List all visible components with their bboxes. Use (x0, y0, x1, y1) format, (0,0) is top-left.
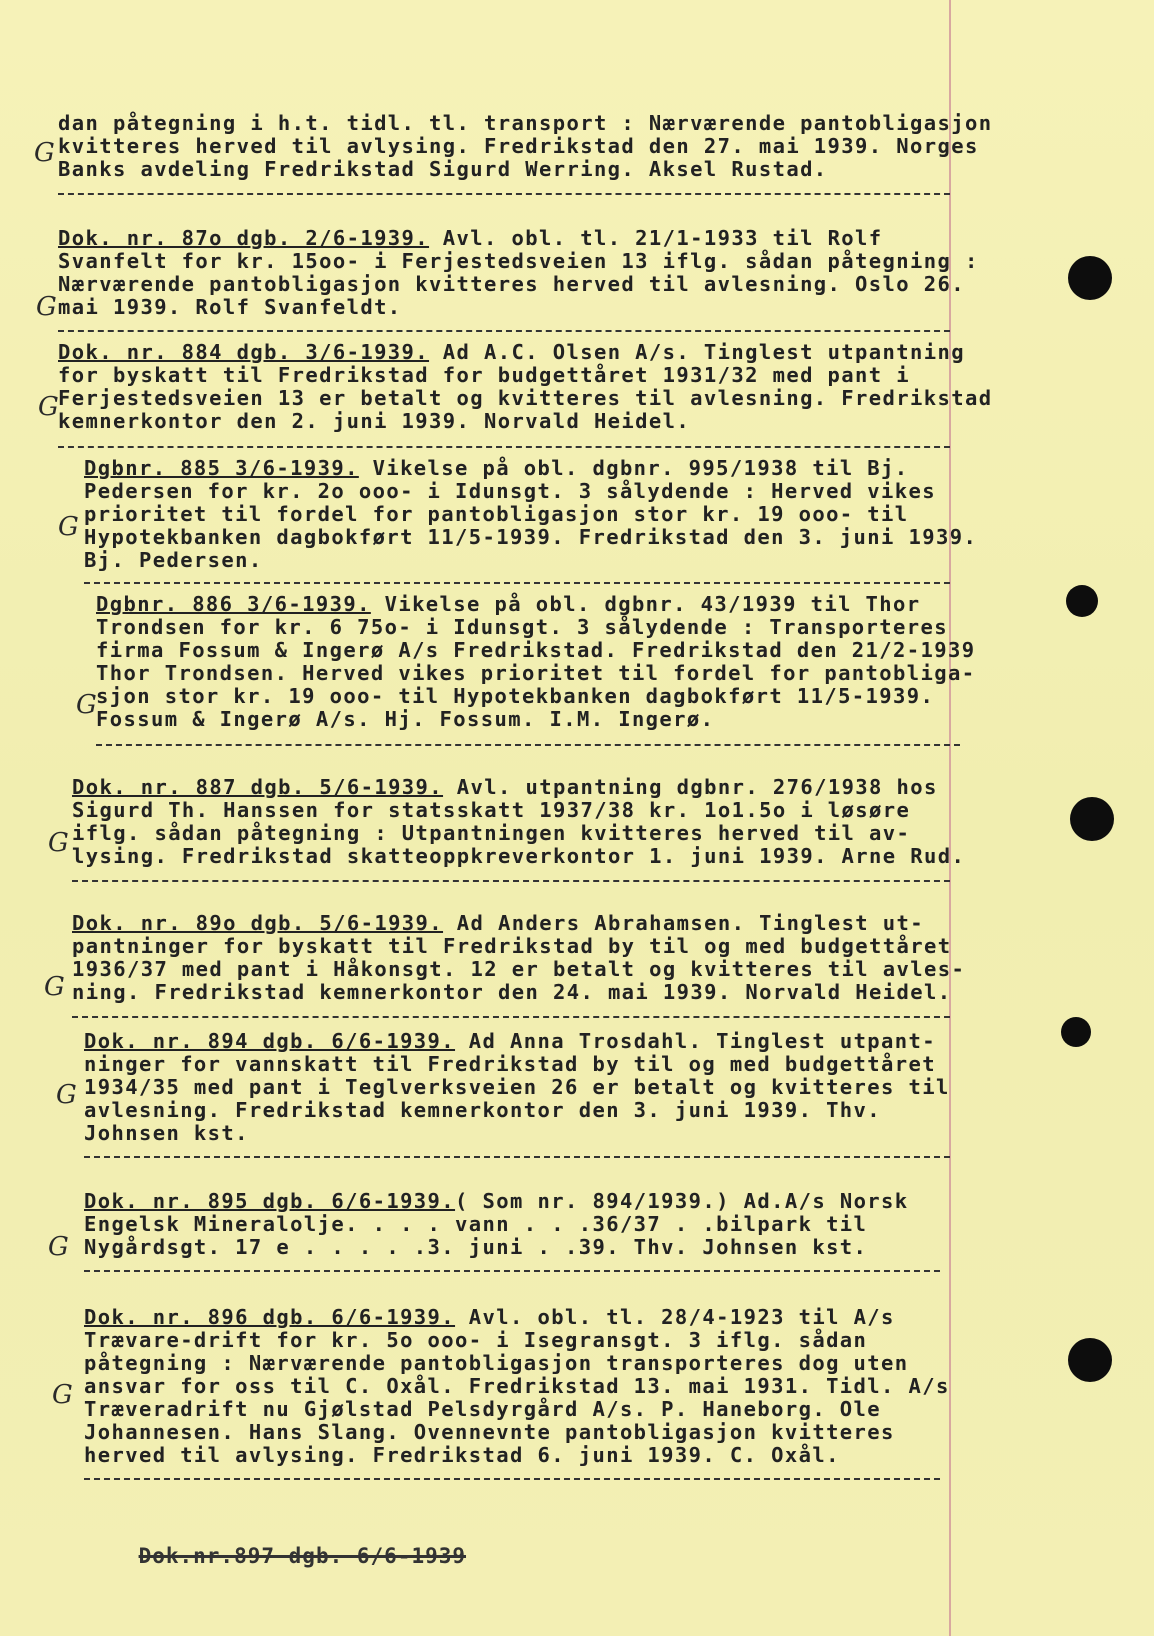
entry-heading-row (58, 227, 883, 250)
entry-heading: Dgbnr. 885 3/6-1939. (84, 456, 359, 480)
text-span: Ad A.C. Olsen A/s. Tinglest utpantning (429, 340, 965, 364)
text-line: Trævare-drift for kr. 5o ooo- i Isegransgt. 3 iflg. sådan (84, 1328, 868, 1352)
text-line: kvitteres herved til avlysing. Fredrikstad den 27. mai 1939. Norges (58, 134, 979, 158)
text-line: Banks avdeling Fredrikstad Sigurd Werring. Aksel Rustad. (58, 157, 828, 181)
margin-mark: G (58, 512, 79, 542)
divider (84, 582, 950, 584)
entry-heading-row (72, 912, 924, 935)
text-span: Vikelse på obl. dgbnr. 43/1939 til Thor (370, 592, 921, 616)
text-line: 1934/35 med pant i Teglverksveien 26 er betalt og kvitteres til (84, 1075, 950, 1099)
text-line: Ferjestedsveien 13 er betalt og kvitteres til avlesning. Fredrikstad (58, 386, 993, 410)
text-line: iflg. sådan påtegning : Utpantningen kvitteres herved til av- (72, 821, 911, 845)
text-line: Johannesen. Hans Slang. Ovennevnte pantobligasjon kvitteres (84, 1420, 895, 1444)
text-line: avlesning. Fredrikstad kemnerkontor den 3. juni 1939. Thv. (84, 1098, 882, 1122)
text-line: Engelsk Mineralolje. . . . vann . . .36/37 . .bilpark til (84, 1212, 868, 1236)
text-line: herved til avlysing. Fredrikstad 6. juni 1939. C. Oxål. (84, 1443, 840, 1467)
text-line: Nygårdsgt. 17 e . . . . .3. juni . .39. Thv. Johnsen kst. (84, 1235, 868, 1259)
entry-heading-row (84, 1190, 909, 1213)
text-line: ansvar for oss til C. Oxål. Fredrikstad 13. mai 1931. Tidl. A/s (84, 1374, 950, 1398)
divider (84, 1156, 950, 1158)
divider (72, 880, 950, 882)
entry-heading: Dok. nr. 87o dgb. 2/6-1939. (58, 226, 430, 250)
punch-hole (1068, 1338, 1112, 1382)
text-line: Thor Trondsen. Herved vikes prioritet til fordel for pantobliga- (96, 661, 976, 685)
divider (58, 446, 950, 448)
text-span: Avl. utpantning dgbnr. 276/1938 hos (443, 775, 938, 799)
struck-entry (84, 1520, 466, 1592)
text-line: dan påtegning i h.t. tidl. tl. transport : Nærværende pantobligasjon (58, 111, 993, 135)
text-line: 1936/37 med pant i Håkonsgt. 12 er betalt og kvitteres til avles- (72, 957, 966, 981)
margin-mark: G (52, 1380, 73, 1410)
divider (84, 1478, 940, 1480)
text-line: ninger for vannskatt til Fredrikstad by til og med budgettåret (84, 1052, 937, 1076)
text-line: Trondsen for kr. 6 75o- i Idunsgt. 3 sålydende : Transporteres (96, 615, 949, 639)
text-line: Træveradrift nu Gjølstad Pelsdyrgård A/s. P. Haneborg. Ole (84, 1397, 882, 1421)
divider (58, 330, 950, 332)
text-line: kemnerkontor den 2. juni 1939. Norvald Heidel. (58, 409, 691, 433)
text-line: mai 1939. Rolf Svanfeldt. (58, 295, 402, 319)
entry-heading: Dok. nr. 884 dgb. 3/6-1939. (58, 340, 430, 364)
margin-mark: G (38, 392, 59, 422)
divider (72, 1016, 950, 1018)
entry-heading: Dok. nr. 894 dgb. 6/6-1939. (84, 1029, 456, 1053)
text-line: ning. Fredrikstad kemnerkontor den 24. mai 1939. Norvald Heidel. (72, 980, 952, 1004)
text-line: Nærværende pantobligasjon kvitteres herved til avlesning. Oslo 26. (58, 272, 965, 296)
margin-mark: G (48, 1232, 69, 1262)
divider (84, 1270, 940, 1272)
margin-mark: G (34, 138, 55, 168)
text-line: lysing. Fredrikstad skatteoppkreverkontor 1. juni 1939. Arne Rud. (72, 844, 966, 868)
text-line: påtegning : Nærværende pantobligasjon transporteres dog uten (84, 1351, 909, 1375)
margin-mark: G (48, 828, 69, 858)
text-line: pantninger for byskatt til Fredrikstad by til og med budgettåret (72, 934, 952, 958)
text-span: Ad Anna Trosdahl. Tinglest utpant- (455, 1029, 937, 1053)
text-line: Pedersen for kr. 2o ooo- i Idunsgt. 3 sålydende : Herved vikes (84, 479, 937, 503)
entry-heading-row (58, 341, 965, 364)
margin-mark: G (56, 1080, 77, 1110)
text-line: Johnsen kst. (84, 1121, 249, 1145)
entry-heading: Dgbnr. 886 3/6-1939. (96, 592, 371, 616)
margin-mark: G (36, 292, 57, 322)
entry-heading-row (72, 776, 938, 799)
text-line: firma Fossum & Ingerø A/s Fredrikstad. Fredrikstad den 21/2-1939 (96, 638, 976, 662)
punch-hole (1068, 256, 1112, 300)
text-line: Fossum & Ingerø A/s. Hj. Fossum. I.M. Ingerø. (96, 707, 715, 731)
entry-heading: Dok. nr. 887 dgb. 5/6-1939. (72, 775, 444, 799)
divider (96, 744, 960, 746)
text-line: prioritet til fordel for pantobligasjon stor kr. 19 ooo- til (84, 502, 909, 526)
text-line: Bj. Pedersen. (84, 548, 263, 572)
text-span: Avl. obl. tl. 21/1-1933 til Rolf (429, 226, 883, 250)
text-line: sjon stor kr. 19 ooo- til Hypotekbanken dagbokført 11/5-1939. (96, 684, 935, 708)
entry-heading-row (96, 593, 921, 616)
punch-hole (1061, 1017, 1091, 1047)
text-line: Hypotekbanken dagbokført 11/5-1939. Fredrikstad den 3. juni 1939. (84, 525, 978, 549)
margin-mark: G (44, 972, 65, 1002)
entry-heading-row (84, 1306, 895, 1329)
margin-mark: G (76, 690, 97, 720)
text-span: Avl. obl. tl. 28/4-1923 til A/s (455, 1305, 895, 1329)
text-span: ( Som nr. 894/1939.) Ad.A/s Norsk (455, 1189, 909, 1213)
entry-heading: Dok. nr. 896 dgb. 6/6-1939. (84, 1305, 456, 1329)
text-line: Sigurd Th. Hanssen for statsskatt 1937/38 kr. 1o1.5o i løsøre (72, 798, 911, 822)
struck-text: Dok.nr.897 dgb. 6/6-1939 (138, 1544, 467, 1568)
text-line: for byskatt til Fredrikstad for budgettåret 1931/32 med pant i (58, 363, 911, 387)
divider (58, 193, 950, 195)
text-line: Svanfelt for kr. 15oo- i Ferjestedsveien 13 iflg. sådan påtegning : (58, 249, 979, 273)
entry-heading: Dok. nr. 89o dgb. 5/6-1939. (72, 911, 444, 935)
text-span: Ad Anders Abrahamsen. Tinglest ut- (443, 911, 925, 935)
entry-heading-row (84, 457, 909, 480)
punch-hole (1066, 585, 1098, 617)
punch-hole (1070, 797, 1114, 841)
entry-heading-row (84, 1030, 936, 1053)
entry-heading: Dok. nr. 895 dgb. 6/6-1939. (84, 1189, 456, 1213)
text-span: Vikelse på obl. dgbnr. 995/1938 til Bj. (358, 456, 909, 480)
